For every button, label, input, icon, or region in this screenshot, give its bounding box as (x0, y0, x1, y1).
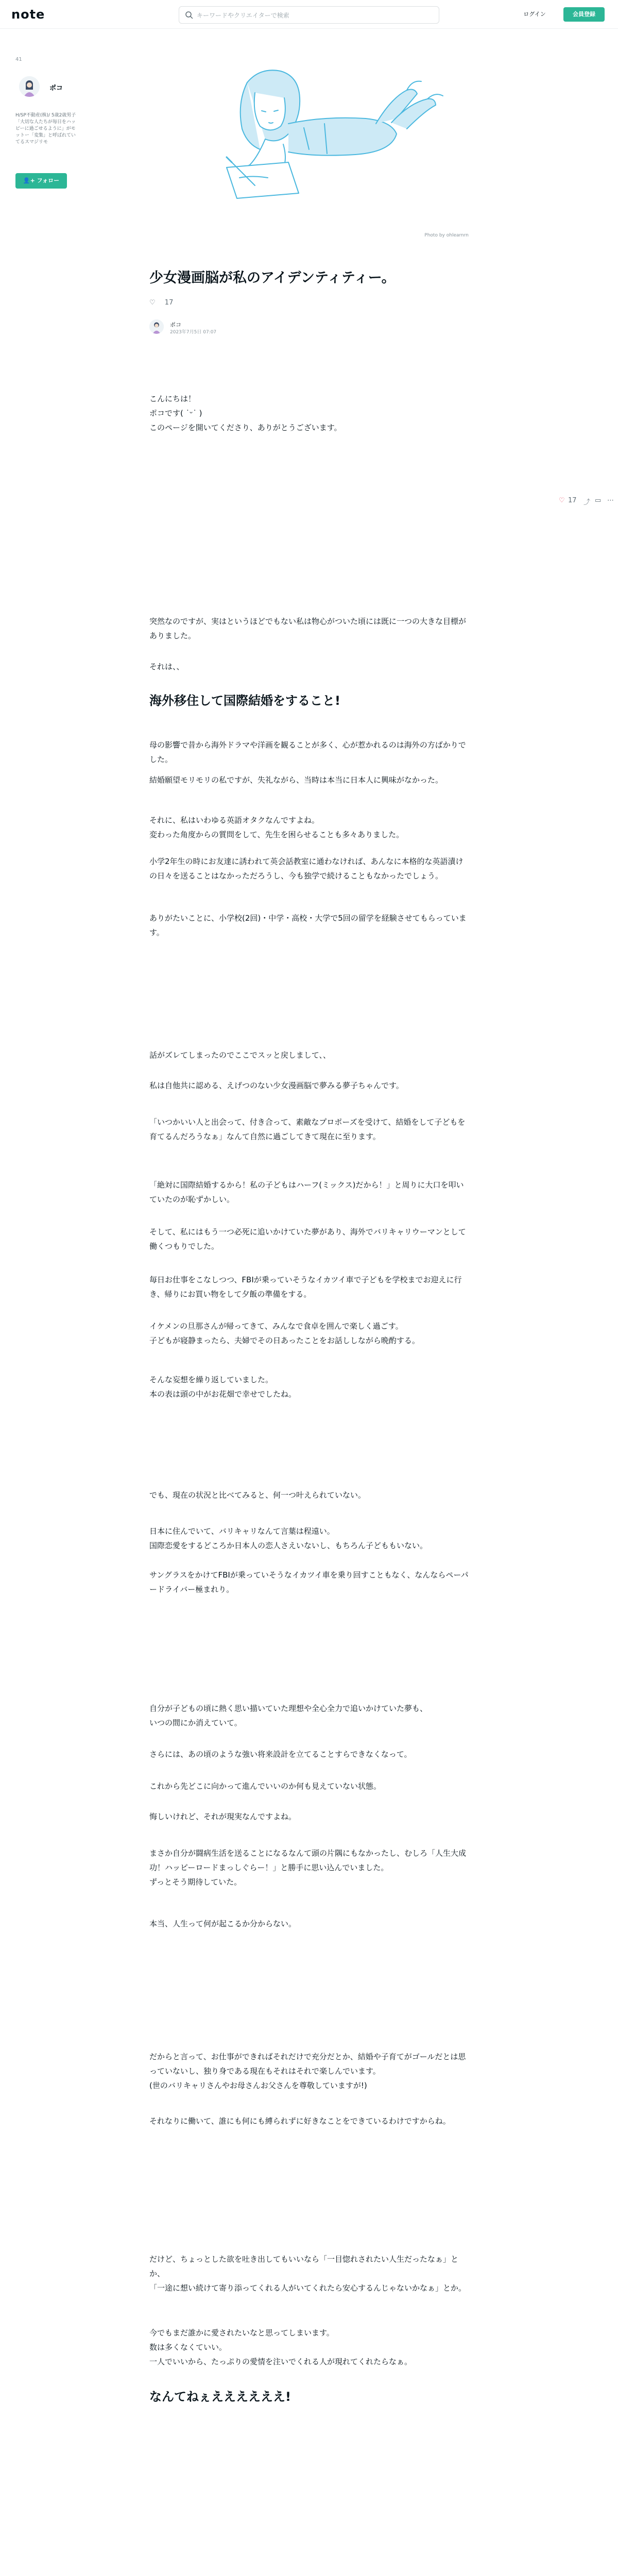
sidebar-avatar[interactable] (19, 76, 40, 97)
paragraph: これから先どこに向かって進んでいいのか何も見えていない状態。 (149, 1782, 382, 1791)
sidebar-author-name[interactable]: ポコ (49, 84, 63, 92)
author-avatar[interactable] (149, 319, 164, 334)
comment-icon[interactable]: ▭ (595, 497, 602, 504)
paragraph: サングラスをかけてFBIが乗っていそうなイカツイ車を乗り回すこともなく、なんならペーパードライバー極まれり。 (149, 1570, 469, 1594)
paragraph: だからと言って、お仕事ができればそれだけで充分だとか、結婚や子育てがゴールだとは思っていないし、独り身である現在もそれはそれで楽しんでいます。 (世のバリキャリさんやお母さんお父さんを尊敬していますが!) (149, 2052, 466, 2090)
signup-button[interactable]: 会員登録 (563, 7, 605, 22)
closing-heading: なんてねぇええええええ! (149, 2389, 291, 2404)
share-icon[interactable]: ⤴ (583, 499, 591, 506)
author-name[interactable]: ポコ (170, 321, 181, 328)
paragraph: さらには、あの頃のような強い将来設計を立てることすらできなくなって。 (149, 1750, 412, 1759)
heart-icon[interactable]: ♡ (559, 497, 565, 504)
paragraph: 自分が子どもの頃に熱く思い描いていた理想や全心全力で追いかけていた夢も、 いつの間にか消えていて。 (149, 1704, 428, 1727)
sidebar-follow-label: フォロー (37, 177, 60, 184)
paragraph: だけど、ちょっとした欲を吐き出してもいいなら「一目惚れされたい人生だったなぁ」とか、 「一途に想い続けて寄り添ってくれる人がいてくれたら安心するんじゃないかなぁ」とか。 (149, 2255, 467, 2293)
sidebar-follow-button[interactable] (15, 173, 67, 189)
search-icon (185, 11, 193, 19)
paragraph: ありがたいことに、小学校(2回)・中学・高校・大学で5回の留学を経験させてもらっています。 (149, 913, 467, 937)
search-input[interactable] (197, 10, 434, 21)
paragraph: 話がズレてしまったのでここでスッと戻しまして、、 (149, 1050, 331, 1060)
sidebar-counter: 41 (15, 57, 22, 62)
hero-photo-credit[interactable]: Photo by ohlearnrn (424, 233, 469, 238)
paragraph: そんな妄想を繰り返していました。 本の表は頭の中がお花畑で幸せでしたね。 (149, 1375, 297, 1399)
heart-icon: ♡ (149, 299, 156, 307)
more-icon[interactable]: ⋯ (607, 497, 614, 504)
paragraph: 母の影響で昔から海外ドラマや洋画を観ることが多く、心が惹かれるのは海外の方ばかりでした。 (149, 740, 466, 764)
floating-actions (559, 497, 615, 507)
paragraph: それなりに働いて、誰にも何にも縛られずに好きなことをできているわけですからね。 (149, 2116, 451, 2126)
article-date: 2023年7月5日 07:07 (170, 330, 217, 335)
paragraph: それは、、 (149, 662, 184, 671)
paragraph: それに、私はいわゆる英語オタクなんですよね。 変わった角度からの質問をして、先生を困らせることも多々ありました。 (149, 816, 404, 839)
paragraph: 今でもまだ誰かに愛されたいなと思ってしまいます。 数は多くなくていい。 一人でいいから、たっぷりの愛情を注いでくれる人が現れてくれたらなぁ。 (149, 2328, 413, 2366)
person-add-icon: 👤+ (23, 177, 37, 184)
paragraph: 日本に住んでいて、バリキャリなんて言葉は程遠い。 国際恋愛をするどころか日本人の恋人さえいないし、もちろん子どももいない。 (149, 1527, 428, 1550)
paragraph: 小学2年生の時にお友達に誘われて英会話教室に通わなければ、あんなに本格的な英語漬けの日々を送ることはなかっただろうし、今も独学で続けることもなかったでしょう。 (149, 857, 464, 880)
paragraph: 突然なのですが、実はというほどでもない私は物心がついた頃には既に一つの大きな目標がありました。 (149, 617, 467, 640)
top-header (0, 0, 618, 29)
paragraph: そして、私にはもう一つ必死に追いかけていた夢があり、海外でバリキャリウーマンとして働くつもりでした。 (149, 1227, 466, 1251)
title-likes-count: 17 (164, 299, 174, 307)
hero-image (149, 62, 469, 237)
paragraph: 「いつかいい人と出会って、付き合って、素敵なプロポーズを受けて、結婚をして子どもを育てるんだろうなぁ」なんて自然に過ごしてきて現在に至ります。 (149, 1117, 466, 1141)
paragraph: 毎日お仕事をこなしつつ、FBIが乗っていそうなイカツイ車で子どもを学校までお迎えに行き、帰りにお買い物をして夕飯の準備をする。 (149, 1275, 462, 1299)
paragraph: 結婚願望モリモリの私ですが、失礼ながら、当時は本当に日本人に興味がなかった。 (149, 775, 443, 785)
note-logo[interactable]: note (11, 7, 45, 22)
search-box[interactable] (179, 6, 439, 24)
paragraph-intro: こんにちは！ ポコです( ˙ᵕ˙ ) このページを開いてくださり、ありがとうございます。 (149, 394, 342, 432)
sidebar-author-bio: H/SP不動産(株)/ 5歳2歳男子「大切な人たちが毎日をハッピーに過ごせるように」がモットー「変集」と呼ばれていてるスマジリモ (15, 113, 76, 145)
paragraph: イケメンの旦那さんが帰ってきて、みんなで食卓を囲んで楽しく過ごす。 子どもが寝静まったら、夫婦でその日あったことをお話ししながら晩酌する。 (149, 1321, 420, 1345)
article-title: 少女漫画脳が私のアイデンティティー。 (149, 270, 396, 286)
title-likes[interactable] (149, 299, 173, 307)
paragraph: 私は自他共に認める、えげつのない少女漫画脳で夢みる夢子ちゃんです。 (149, 1081, 404, 1090)
paragraph: 本当、人生って何が起こるか分からない。 (149, 1919, 297, 1928)
floating-likes-count: 17 (568, 497, 577, 504)
paragraph: 悔しいけれど、それが現実なんですよね。 (149, 1812, 297, 1821)
paragraph: 「絶対に国際結婚するから！私の子どもはハーフ(ミックス)だから！」と周りに大口を叩いていたのが恥ずかしい。 (149, 1180, 464, 1204)
section-heading: 海外移住して国際結婚をすること! (149, 693, 340, 708)
girl-lying-drawing-illustration (149, 62, 469, 227)
login-button[interactable]: ログイン (523, 11, 546, 18)
paragraph: まさか自分が闘病生活を送ることになるなんて頭の片隅にもなかったし、むしろ「人生大成功！ハッピーロードまっしぐらー！」と勝手に思い込んでいました。 ずっとそう期待していた。 (149, 1849, 467, 1887)
paragraph: でも、現在の状況と比べてみると、何一つ叶えられていない。 (149, 1490, 366, 1500)
